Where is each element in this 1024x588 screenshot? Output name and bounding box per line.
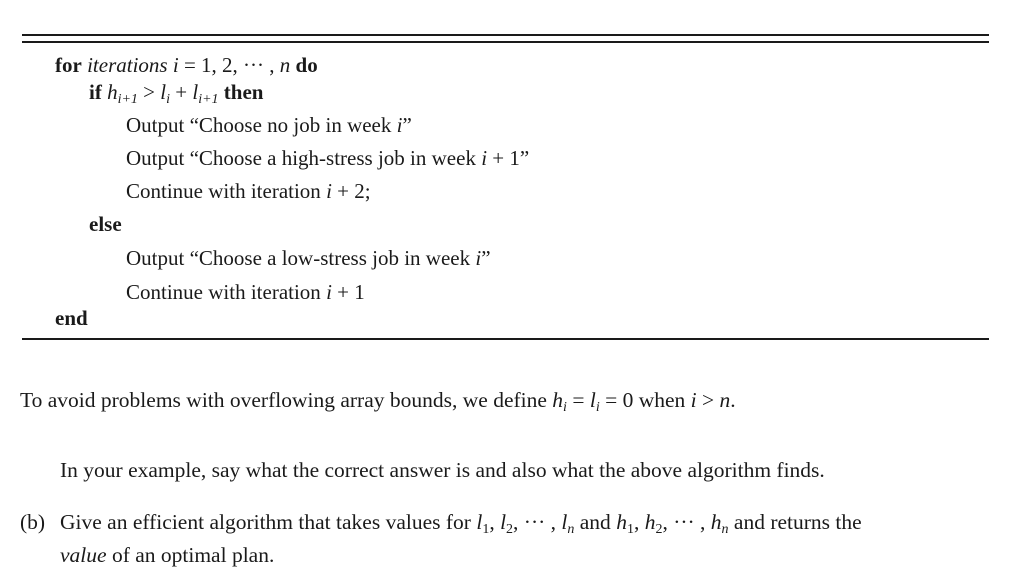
kw-else: else [89,212,122,236]
sub-n: n [721,522,729,537]
period: . [730,388,736,412]
algo-line-for [55,52,318,78]
var-i: i [172,53,179,77]
part-b-line-1 [60,507,862,538]
value-emph: value [60,543,107,567]
returns-text: and returns the [728,510,862,534]
plus-sign: + [170,80,193,104]
continue-text: Continue with iteration [126,179,327,203]
var-i: i [475,246,482,270]
var-i: i [396,113,403,137]
top-rule-inner [22,41,989,43]
gt-sign: > [137,80,161,104]
var-h: h [107,80,118,104]
expr-tail: + 1 [331,280,365,304]
sub-i: i [563,400,567,415]
var-i: i [326,179,332,203]
var-l: l [500,510,507,534]
kw-for: for [55,53,82,77]
top-rule-outer [22,34,989,36]
comma: , [489,510,501,534]
sub-1: 1 [626,522,634,537]
var-l-next: l [192,80,199,104]
bottom-rule [22,338,989,340]
var-h: h [552,388,564,412]
bounds-note [20,385,736,416]
eq-zero-when: = 0 when [599,388,691,412]
expr-tail: + 2; [331,179,371,203]
part-b-line-2 [60,540,274,571]
output-text: Output “Choose a low-stress job in week [126,246,476,270]
kw-end: end [55,306,88,330]
var-l: l [160,80,167,104]
comma: , [633,510,645,534]
var-l: l [589,388,596,412]
sub-i-plus-1: i+1 [117,92,138,107]
kw-if: if [89,80,102,104]
ellipsis: , ··· , [662,510,711,534]
algo-line-if [89,79,263,105]
kw-do: do [295,53,318,77]
var-n: n [719,388,731,412]
eq-sign: = [566,388,590,412]
quote-close: ” [481,246,491,270]
sub-1: 1 [482,522,490,537]
var-l: l [476,510,483,534]
bounds-text: To avoid problems with overflowing array bounds, we define [20,388,553,412]
algo-line-end [55,305,88,331]
sub-2: 2 [655,522,663,537]
var-i: i [690,388,697,412]
iterations-text: iterations [87,53,168,77]
sub-i: i [166,92,170,107]
gt-sign: > [696,388,720,412]
var-l: l [561,510,568,534]
output-text: Output “Choose a high-stress job in week [126,146,482,170]
algo-line-output-high-stress [126,145,529,171]
part-b-label: (b) [20,510,46,534]
algo-line-else [89,211,122,237]
algo-line-continue-2 [126,178,371,204]
and-text: and [574,510,617,534]
optimal-plan-text: of an optimal plan. [106,543,275,567]
var-h: h [616,510,627,534]
var-h: h [710,510,722,534]
continue-text: Continue with iteration [126,280,327,304]
sub-n: n [567,522,575,537]
ellipsis: , ··· , [513,510,562,534]
sub-i-plus-1-b: i+1 [198,92,219,107]
kw-then: then [223,80,264,104]
var-h: h [644,510,656,534]
sub-i: i [595,400,600,415]
part-b-text: Give an efficient algorithm that takes values for [60,510,477,534]
sub-2: 2 [506,522,514,537]
quote-close: ” [402,113,412,137]
var-i: i [481,146,488,170]
algo-line-continue-1 [126,279,365,305]
output-text: Output “Choose no job in week [126,113,397,137]
algo-line-output-no-job [126,112,412,138]
var-n: n [279,53,291,77]
expr-tail: + 1” [487,146,530,170]
range-text: = 1, 2, ··· , [178,53,280,77]
var-i: i [326,280,332,304]
algo-line-output-low-stress [126,245,491,271]
example-note: In your example, say what the correct answer is and also what the above algorithm finds. [60,458,825,482]
